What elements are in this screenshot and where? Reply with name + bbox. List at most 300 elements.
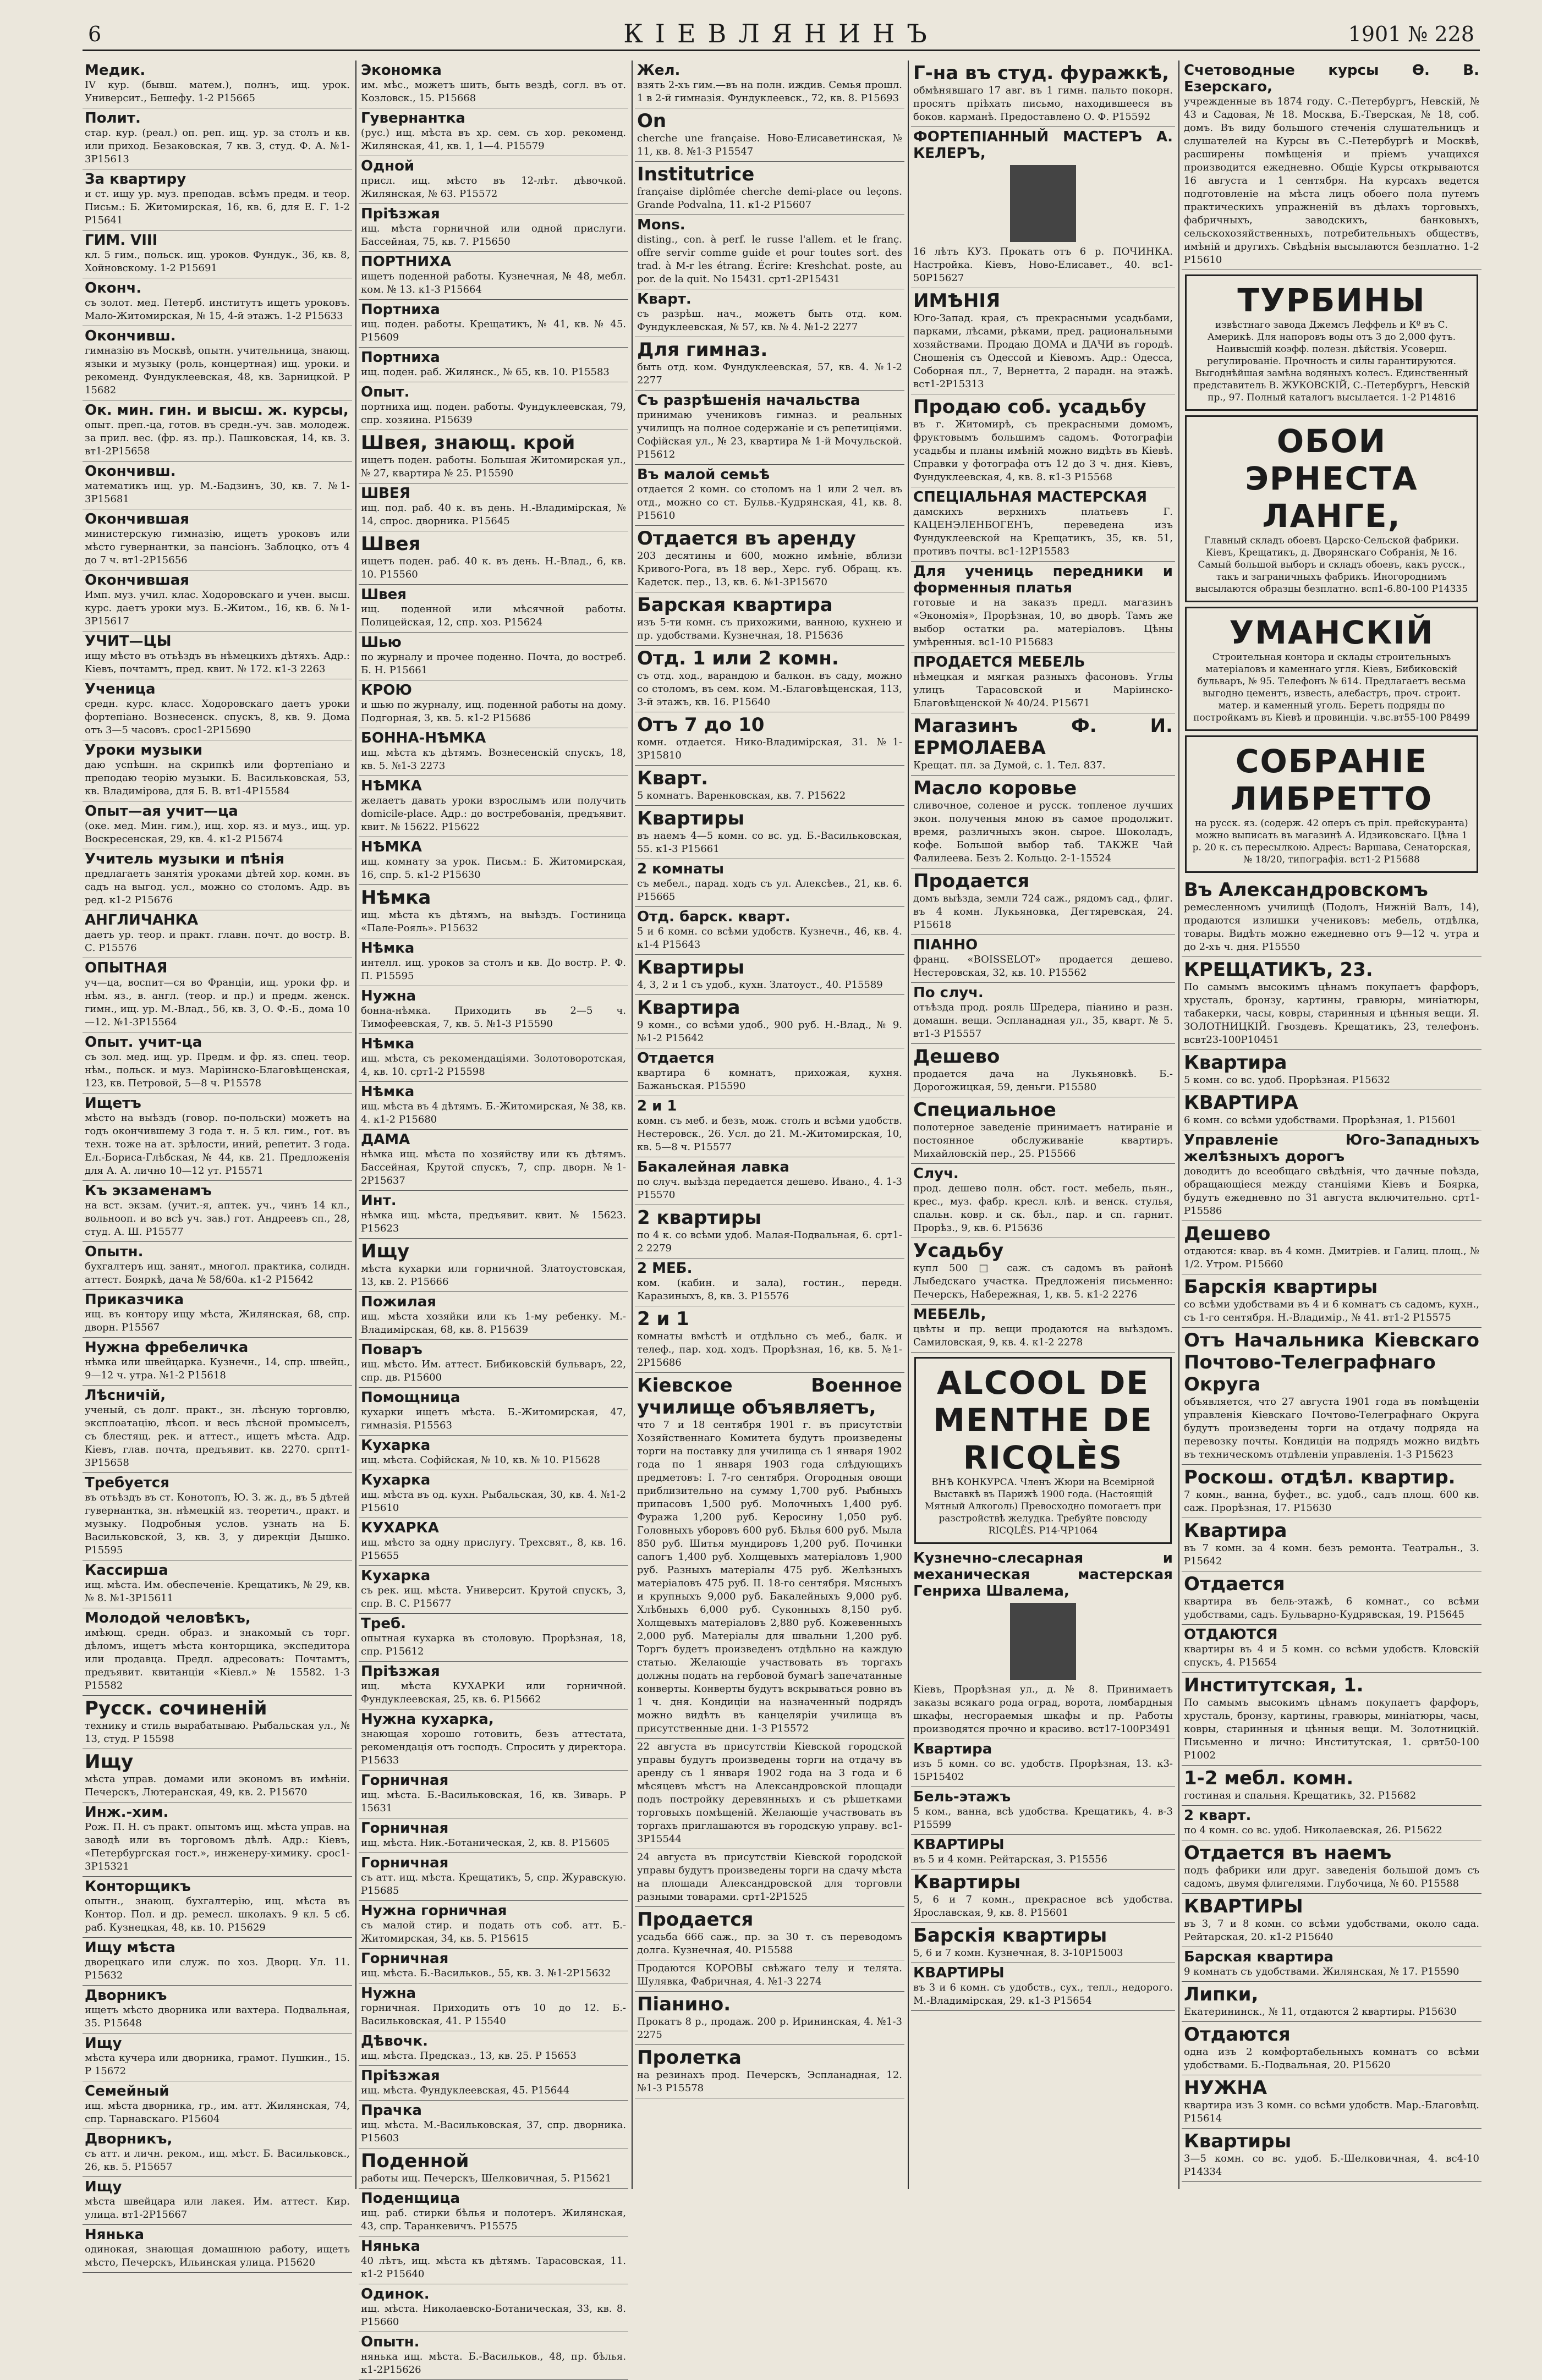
classified-ad [359,156,628,204]
ad-body-text: со всѣми удобствами въ 4 и 6 комнатъ съ садомъ, кухн., съ 1-го сентября. Н.-Владимір., № 41. вт1-2 Р15575 [1184,1299,1479,1323]
ad-headline: Поденной [361,2150,469,2172]
ad-headline: Пролетка [637,2047,742,2069]
classified-ad [83,278,352,326]
ad-body-text: дворецкаго или служ. по хоз. Дворц. Ул. 11. Р15632 [85,1956,350,1981]
ad-headline: Отдается въ наемъ [1184,1842,1392,1864]
ad-body-text: съ атт. и личн. реком., ищ. мѣст. Б. Васильковск., 26, кв. 5. Р15657 [85,2148,350,2173]
classified-ad [635,1739,904,1849]
ad-body-text: цвѣты и пр. вещи продаются на выѣздомъ. Самиловская, 9, кв. 4. к1-2 2278 [913,1323,1173,1348]
classified-ad [911,713,1175,776]
ad-body-text: 24 августа въ присутствіи Кіевской городской управы будутъ произведены торги на сдачу мѣста на площади Александровской для торговли разными товарами. срт1-2Р1525 [637,1851,902,1903]
ad-body-text: извѣстнаго завода Джемсъ Леффель и Кº въ С. Америкѣ. Для напоровъ воды отъ 3 до 2,000 футъ. Наивысшій коэфф. полезн. дѣйствія. Усоверш. регулированіе. Прочность и силы гарантируются. Выгоднѣйшая замѣна водяныхъ колесъ. Единственный представитель В. ЖУКОВСКІЙ, С.-Петербургъ, Невскій пр., 97. Полный каталогъ высылается. 1-2 Р14816 [1193,320,1470,403]
ad-body-text: ищ. поденной или мѣсячной работы. Полицейская, 12, спр. хоз. Р15624 [361,603,626,628]
ad-headline: Квартира [1184,1052,1287,1074]
classified-ad [359,2101,628,2148]
ad-headline: ОТДАЮТСЯ [1184,1626,1278,1643]
ad-body-text: ищ. раб. стирки бѣлья и полотеръ. Жилянская, 43, спр. Таранкевичъ. Р15575 [361,2207,626,2232]
classified-ad [359,430,628,483]
ad-headline: Поденщица [361,2190,460,2207]
ad-body-text: комн. съ меб. и безъ, мож. столъ и всѣми удобств. Нестеровск., 26. Усл. до 21. М.-Житомирская, 10, кв. 5—8 ч. Р15577 [637,1115,902,1153]
ad-headline: Нужна горничная [361,1903,507,1919]
classified-ad [359,1818,628,1853]
classified-ad [635,1306,904,1373]
display-advertisement [914,1357,1172,1544]
classified-ad [1182,2022,1481,2075]
ad-headline: НѢМКА [361,778,422,794]
ad-body-text: ищ. мѣста, съ рекомендаціями. Золотоворотская, 4, кв. 10. срт1-2 Р15598 [361,1053,626,1078]
ad-headline: Отдается въ аренду [637,527,856,549]
ad-body-text: сливочное, соленое и русск. топленое лучших экон. полученыя мною въ самое продолжит. время, различныхъ экон. сырое. Шоколадъ, кофе. Большой выбор таб. ТАКЖЕ Чай Фалилеева. Безъ 2. Кольцо. 2-1-15524 [913,800,1173,864]
classified-ad [359,1949,628,1983]
ad-headline: Конторщикъ [85,1878,191,1895]
ad-body-text: 9 комнатъ съ удобствами. Жилянская, № 17. Р15590 [1184,1966,1459,1977]
ad-headline: Піанино. [637,1993,731,2015]
ad-headline: ALCOOL DE MENTHE DE RICQLÈS [933,1364,1153,1476]
classified-ad [83,2177,352,2225]
engraving-illustration [1010,165,1076,242]
ad-body-text: ищ. мѣста. Николаевско-Ботаническая, 33, кв. 8. Р15660 [361,2303,626,2328]
column-divider [1178,61,1179,2189]
classified-ad [1182,1947,1481,1982]
ad-body-text: Главный складъ обоевъ Царско-Сельской фабрики. Кіевъ, Крещатикъ, д. Дворянскаго Собранія, № 16. Самый большой выборъ и складъ обоевъ, какъ русск., такъ и заграничныхъ фабрикъ. Иногороднимъ высылаются образцы безплатно. всп1-6.80-100 Р14335 [1195,535,1468,595]
classified-ad [359,300,628,348]
ad-body-text: работы ищ. Печерскъ, Шелковичная, 5. Р15621 [361,2173,612,2184]
ad-body-text: ищ. въ контору ищу мѣста, Жилянская, 68, спр. дворн. Р15567 [85,1309,350,1333]
column-3 [635,61,904,2189]
classified-ad [359,2031,628,2066]
ad-headline: Усадьбу [913,1240,1004,1262]
ad-headline: КРЕЩАТИКЪ, 23. [1184,959,1373,981]
ad-headline: Случ. [913,1166,959,1182]
ad-body-text: Имп. муз. учил. клас. Ходоровскаго и учен. высш. курс. даетъ уроки муз. Б.-Житом., 16, кв. 6. №1-3Р15617 [85,589,350,627]
ad-body-text: что 7 и 18 сентября 1901 г. въ присутствіи Хозяйственнаго Комитета будутъ произведены торги на поставку для училища съ 1 января 1902 года по 1 января 1903 года слѣдующихъ предметовъ: I. 7-го сентября. Огородныя овощи приблизительно на сумму 1,700 руб. Рыбныхъ припасовъ 1,500 руб. Молочныхъ 1,400 руб. Фуража 1,200 руб. Керосину 1,050 руб. Головныхъ уборовъ 600 руб. Бѣлья 600 руб. Мыла 850 руб. Шитья мундировъ 1,200 руб. Починки сапогъ 1,400 руб. Холщевыхъ матеріаловъ 1,900 руб. Разныхъ матеріалы 475 руб. Желѣзныхъ матеріаловъ 475 руб. II. 18-го сентября. Мясныхъ и крупныхъ 9,000 руб. Бакалейныхъ 9,000 руб. Хлѣбныхъ 6,000 руб. Суконныхъ 8,150 руб. Холщевыхъ матеріаловъ 2,880 руб. Кожевенныхъ 2,000 руб. Матеріалы для швальни 1,200 руб. Торгъ будетъ произведенъ отдѣльно на каждую статью. Желающіе участвовать въ торгахъ должны подать на гербовой бумагѣ запечатанные конверты. Конверты будутъ вскрываться ровно въ 1 ч. дня. Кондиціи на назначенный подрядъ можно видѣть въ канцеляріи училища въ присутственные дни. 1-3 Р15572 [637,1419,902,1734]
classified-ad [911,1870,1175,1923]
classified-ad [635,592,904,646]
ad-body-text: ищ. мѣста къ дѣтямъ, на выѣздъ. Гостиница «Пале-Рояль». Р15632 [361,909,626,934]
classified-ad [911,61,1175,127]
classified-ad [359,2066,628,2101]
ad-body-text: Рож. П. Н. съ практ. опытомъ ищ. мѣста управ. на заводѣ или въ торговомъ дѣлѣ. Адр.: Кіевъ, «Петербургская гост.», инженеру-химику. срос1-3Р15321 [85,1821,350,1872]
ad-headline: Шью [361,634,402,651]
classified-ad [359,1082,628,1130]
ad-headline: Требуется [85,1475,169,1491]
ad-headline: Для гимназ. [637,339,768,361]
classified-ad [911,652,1175,713]
ad-headline: Отдается [637,1050,715,1067]
classified-ad [359,61,628,108]
column-divider [632,61,633,2189]
ad-headline: Квартиры [637,807,745,829]
ad-body-text: бухгалтеръ ищ. занят., многол. практика, солидн. аттест. Бояркѣ, дача № 58/60а. к1-2 Р15642 [85,1261,350,1285]
ad-body-text: 5, 6 и 7 комн., прекрасное всѣ удобства. Ярославская, 9, кв. 8. Р15601 [913,1894,1173,1919]
ad-headline: СОБРАНІЕ ЛИБРЕТТО [1230,743,1433,817]
ad-headline: Семейный [85,2083,169,2099]
classified-ad [83,1386,352,1473]
ad-body-text: 203 десятины и 600, можно имѣніе, вблизи Кривого-Рога, въ 18 вер., Херс. губ. Обращ. къ. Кадетск. пер., 13, кв. 6. №1-3Р15670 [637,550,902,588]
ad-headline: Квартиры [637,957,745,979]
ad-headline: Треб. [361,1615,407,1632]
ad-headline: Къ экзаменамъ [85,1183,212,1199]
classified-ad [359,1853,628,1901]
ad-headline: 2 и 1 [637,1308,689,1330]
ad-headline: Барская квартира [1184,1949,1334,1965]
ad-headline: ОБОИ ЭРНЕСТА ЛАНГЕ, [1245,422,1418,535]
classified-ad [359,1983,628,2031]
ad-body-text: съ разрѣш. нач., можетъ быть отд. ком. Фундуклеевская, № 57, кв. № 4. №1-2 2277 [637,308,902,333]
classified-ad [911,935,1175,983]
classified-ad [1182,1840,1481,1894]
ad-headline: Окончивш. [85,463,176,480]
ad-body-text: cherche une française. Ново-Елисаветинская, № 11, кв. 8. №1-3 Р15547 [637,133,902,157]
ad-headline: Русск. сочиненій [85,1697,267,1719]
ad-body-text: предлагаетъ занятія уроками дѣтей хор. комн. въ садъ на выгод. усл., можно со столомъ. Адр. въ ред. к1-2 Р15676 [85,868,350,906]
ad-body-text: подъ фабрики или друг. заведенія большой домъ съ садомъ, двумя флигелями. Глубочица, № 60. Р15588 [1184,1865,1479,1889]
ad-body-text: одна изъ 2 комфортабельныхъ комнатъ со всѣми удобствами. Б.-Подвальная, 20. Р15620 [1184,2046,1479,2071]
ad-headline: Въ малой семьѣ [637,466,770,483]
ad-body-text: ком. (кабин. и зала), гостин., передн. Каразиныхъ, 8, кв. 3. Р15576 [637,1277,902,1302]
classified-ad [359,1566,628,1614]
classified-ad [83,400,352,461]
ad-headline: 1-2 мебл. комн. [1184,1767,1354,1789]
classified-ad [359,483,628,531]
classified-ad [911,1044,1175,1097]
ad-headline: Управленіе Юго-Западныхъ желѣзныхъ дорогъ [1184,1132,1479,1165]
ad-body-text: съ золот. мед. Петерб. институтъ ищетъ уроковъ. Мало-Житомирская, № 15, 4-й этажъ. 1-2 Р15633 [85,297,350,322]
ad-body-text: горничная. Приходить отъ 10 до 12. Б.-Васильковская, 41. Р 15540 [361,2002,626,2027]
ad-body-text: нѣмецкая и мягкая разныхъ фасоновъ. Углы улицъ Тарасовской и Маріинско-Благовѣщенской № 40/24. Р15671 [913,671,1173,709]
ad-body-text: по журналу и прочее поденно. Почта, до востреб. Б. Н. Р15661 [361,651,626,676]
ad-body-text: съ атт. ищ. мѣста. Крещатикъ, 5, спр. Журавскую. Р15685 [361,1872,626,1897]
ad-body-text: на вст. экзам. (учит.-я, аптек. уч., чинъ 14 кл., вольнооп. и во всѣ уч. зав.) гот. Андреевъ сп., 28, студ. А. Ш. Р15577 [85,1200,350,1238]
ad-headline: МЕБЕЛЬ, [913,1306,986,1323]
classified-ad [911,1963,1175,2011]
classified-ad [911,1238,1175,1305]
classified-ad [635,1048,904,1096]
ad-headline: ИМѢНІЯ [913,290,1001,312]
ad-headline: Липки, [1184,1983,1259,2005]
ad-headline: Нѣмка [361,940,415,957]
ad-body-text: быть отд. ком. Фундуклеевская, 57, кв. 4. №1-2 2277 [637,361,902,386]
classified-ad [359,1388,628,1436]
ad-body-text: ищ. мѣста. Предсказ., 13, кв. 25. Р 15653 [361,2050,577,2062]
ad-body-text: опытн., знающ. бухгалтерію, ищ. мѣста въ Контор. Пол. и др. ремесл. школахъ. 9 кл. 5 сб. раб. Кузнецкая, 48, кв. 10. Р15629 [85,1895,350,1933]
ad-body-text: им. мѣс., можетъ шить, быть вездѣ, согл. въ от. Козловск., 15. Р15668 [361,79,626,104]
column-1 [83,61,352,2268]
ad-body-text: По самымъ высокимъ цѣнамъ покупаетъ фарфоръ, хрусталь, бронзу, картины, гравюры, миніатюры, табакерки, часы, ковры, старинныя и цѣнныя вещи. Я. ЗОЛОТНИЦКІЙ. Гвоздевъ. Крещатикъ, 23, телефонъ. всвт23-100Р10451 [1184,981,1479,1046]
ad-headline: Специальное [913,1099,1056,1121]
ad-headline: 2 и 1 [637,1098,677,1114]
classified-ad [911,288,1175,394]
ad-headline: ПІАННО [913,937,978,953]
ad-body-text: мѣста швейцара или лакея. Им. аттест. Кир. улица. вт1-2Р15667 [85,2196,350,2220]
ad-headline: КРОЮ [361,682,412,699]
ad-body-text: ищу мѣсто въ отъѣздъ въ нѣмецкихъ дѣтяхъ. Адр.: Кіевъ, почтамтъ, пред. квит. № 172. к1-3 2263 [85,650,350,675]
classified-ad [1182,61,1481,270]
ad-headline: НУЖНА [1184,2077,1267,2099]
classified-ad [359,2236,628,2284]
classified-ad [83,1181,352,1242]
ad-headline: За квартиру [85,171,186,188]
ad-body-text: 4, 3, 2 и 1 съ удоб., кухн. Златоуст., 40. Р15589 [637,979,883,991]
classified-ad [635,995,904,1048]
classified-ad [635,2045,904,2098]
ad-body-text: интелл. ищ. уроков за столъ и кв. До востр. Р. Ф. П. Р15595 [361,957,626,982]
classified-ad [359,252,628,300]
ad-headline: Кварт. [637,767,709,789]
ad-body-text: опыт. преп.-ца, готов. въ средн.-уч. зав. молодеж. за прил. вес. (фр. яз. пр.). Пашковская, 14, кв. 3. вт1-2Р15658 [85,419,350,457]
classified-ad [1182,1518,1481,1571]
ad-headline: Прiѣзжая [361,1663,440,1680]
classified-ad [359,2284,628,2332]
ad-body-text: съ отд. ход., варандою и балкон. въ саду, можно со столомъ, въ сем. ком. М.-Благовѣщенская, 113, 3-й этажъ, кв. 16. Р15640 [637,670,902,708]
ad-body-text: портниха ищ. поден. работы. Фундуклеевская, 79, спр. хозяина. Р15639 [361,401,626,426]
ad-body-text: ищ. мѣста дворника, гр., им. атт. Жилянская, 74, спр. Тарнавскаго. Р15604 [85,2100,350,2125]
classified-ad [635,215,904,289]
classified-ad [911,1305,1175,1353]
classified-ad [83,461,352,509]
ad-headline: Счетоводные курсы Ѳ. В. Езерскаго, [1184,62,1479,95]
classified-ad [83,1877,352,1938]
ad-body-text: Строительная контора и склады строительныхъ матеріаловъ и каменнаго угля. Кіевъ, Бибиковскій бульваръ, № 95. Телефонъ № 614. Предлагаетъ весьма выгодно цементъ, известь, алебастръ, проч. строит. матер. и каменный уголь. Беретъ подряды по постройкамъ въ Кіевѣ и провинціи. ч.вс.вт55-100 Р8499 [1193,652,1470,723]
classified-ad [83,326,352,400]
classified-ad [635,712,904,766]
ad-body-text: на русск. яз. (содерж. 42 оперъ съ пріл. прейскуранта) можно выписать въ магазинѣ А. Идзиковскаго. Цѣна 1 р. 20 к. съ пересылкою. Адресъ: Варшава, Сенаторская, № 18/20, типографія. вст1-2 Р15688 [1192,818,1471,865]
ad-body-text: ищ. поден. работы. Крещатикъ, № 41, кв. № 45. Р15609 [361,318,626,343]
ad-headline: ДАМА [361,1131,410,1148]
ad-headline: Кварт. [637,291,692,307]
ad-headline: Лѣсничій, [85,1387,166,1404]
classified-ad [359,1518,628,1566]
classified-ad [911,127,1175,288]
ad-headline: Квартира [637,997,740,1019]
display-advertisement [1185,735,1478,873]
ad-headline: Молодой человѣкъ, [85,1610,251,1626]
ad-body-text: 9 комн., со всѣми удоб., 900 руб. Н.-Влад., № 9. №1-2 Р15642 [637,1019,902,1044]
ad-headline: УЧИТ—ЦЫ [85,633,172,650]
ad-headline: Ищу [85,2179,122,2195]
ad-body-text: доводитъ до всеобщаго свѣдѣнія, что дачные поѣзда, обращающіеся между станціями Кіевъ и Боярка, будутъ ежедневно по 31 августа включительно. срт1-Р15586 [1184,1166,1479,1217]
ad-headline: Квартиры [1184,2130,1292,2152]
ad-headline: Институтская, 1. [1184,1674,1364,1696]
ad-body-text: кухарки ищетъ мѣста. Б.-Житомирская, 47, гимназія. Р15563 [361,1406,626,1431]
classified-ad [1182,1806,1481,1840]
page-header [83,17,1480,51]
classified-ad [635,1258,904,1306]
classified-ad [911,869,1175,935]
ad-headline: Барскія квартиры [1184,1276,1378,1298]
ad-body-text: 3—5 комн. со вс. удоб. Б.-Шелковичная, 4. вс4-10 Р14334 [1184,2153,1479,2178]
ad-headline: Гувернантка [361,110,465,127]
classified-ad [83,1242,352,1290]
ad-headline: Кухарка [361,1437,431,1454]
ad-body-text: мѣсто на выѣздъ (говор. по-польски) можетъ на годъ окончившему 3 года т. н. 5 кл. гим., гот. въ техн. тоже на ат. зрѣлости, иний, репетит. 3 года. Ел.-Бориса-Глѣбская, № 44, кв. 21. Предложенія для А. А. лично 10—12 ут. Р15571 [85,1112,350,1177]
classified-ad [635,61,904,108]
ad-headline: Ищу мѣста [85,1939,175,1956]
ad-headline: Магазинъ Ф. И. ЕРМОЛАЕВА [913,715,1173,759]
ad-body-text: дамскихъ верхнихъ платьевъ Г. КАЦЕНЭЛЕНБОГЕНЪ, переведена изъ Фундуклеевской на Крещатикъ, 35, кв. 51, противъ почты. вс1-12Р15583 [913,506,1173,557]
ad-body-text: даю успѣшн. на скрипкѣ или фортепіано и преподаю теорію музыки. Б. Васильковская, 53, кв. Владимірова, для Б. В. вт1-4Р15584 [85,759,350,797]
classified-ad [635,1849,904,1907]
ad-body-text: принимаю учениковъ гимназ. и реальных училищъ на полное содержаніе и съ репетиціями. Софійская ул., № 23, квартира № 1-й Мочульской. Р15612 [637,409,902,460]
ad-headline: Квартиры [913,1871,1021,1893]
classified-ad [359,108,628,156]
ad-body-text: готовые и на заказъ предл. магазинъ «Экономія», Прорѣзная, 10, во дворѣ. Тамъ же выбор остатки ра. матеріаловъ. Цѣны умѣренныя. вс1-10 Р15683 [913,597,1173,648]
ad-body-text: (оке. мед. Мин. гим.), ищ. хор. яз. и муз., ищ. ур. Воскресенская, 29, кв. 4. к1-2 Р15674 [85,820,350,845]
classified-ad [83,1560,352,1608]
classified-ad [1182,1673,1481,1766]
classified-ad [359,938,628,986]
ad-body-text: одинокая, знающая домашнюю работу, ищетъ мѣсто, Печерскъ, Ильинская улица. Р15620 [85,2244,350,2268]
classified-ad [83,108,352,169]
ad-headline: ТУРБИНЫ [1237,282,1426,319]
classified-ad [359,382,628,430]
ad-body-text: ищ. мѣста. Б.-Васильковская, 16, кв. Зиварь. Р 15631 [361,1789,626,1814]
ad-body-text: ищ. комнату за урок. Письм.: Б. Житомирская, 16, спр. 5. к1-2 Р15630 [361,856,626,881]
classified-ad [359,1901,628,1949]
ad-headline: Продаю соб. усадьбу [913,396,1146,418]
ad-headline: Швея [361,533,421,555]
classified-ad [83,1938,352,1986]
ad-body-text: по случ. выѣзда передается дешево. Ивано., 4. 1-3 Р15570 [637,1176,902,1201]
ad-body-text: ищ. мѣста. Им. обеспеченіе. Крещатикъ, № 29, кв. № 8. №1-3Р15611 [85,1579,350,1604]
classified-ad [83,2129,352,2177]
classified-ad [911,487,1175,562]
ad-body-text: 40 лѣтъ, ищ. мѣста къ дѣтямъ. Тарасовская, 11. к1-2 Р15640 [361,2255,626,2280]
ad-body-text: въ г. Житомирѣ, съ прекрасными домомъ, фруктовымъ большимъ садомъ. Фотографіи усадьбы и планы имѣній можно видѣть въ Кіевѣ. Справки у фотографа отъ 12 до 3 ч. дня. Кіевъ, Фундуклеевская, 4, кв. 8. к1-3 Р15568 [913,419,1173,483]
ad-body-text: объявляется, что 27 августа 1901 года въ помѣщеніи управленія Кіевскаго Почтово-Телеграфнаго Округа будутъ произведены торги на отдачу подряда на перевозку почты. Кондиціи на подрядъ можно видѣть въ техническомъ отдѣленіи управленія. 1-3 Р15623 [1184,1396,1479,1460]
ad-body-text: ищ. мѣста хозяйки или къ 1-му ребенку. М.-Владимірская, 68, кв. 8. Р15639 [361,1311,626,1335]
classified-ad [635,1373,904,1739]
ad-body-text: нѣмка ищ. мѣста, предъявит. квит. № 15623. Р15623 [361,1210,626,1234]
ad-body-text: 5 комнатъ. Варенковская, кв. 7. Р15622 [637,790,846,801]
ad-headline: Нянька [85,2227,145,2243]
classified-ad [359,1191,628,1239]
classified-ad [359,776,628,837]
ad-body-text: квартира въ бель-этажѣ, 6 комнат., со всѣми удобствами, садъ. Бульварно-Кудрявская, 19. Р15645 [1184,1596,1479,1620]
display-advertisement [1185,607,1478,731]
ad-headline: ФОРТЕПІАННЫЙ МАСТЕРЪ А. КЕЛЕРЪ, [913,129,1173,162]
classified-ad [359,837,628,885]
classified-ad [83,740,352,801]
classified-ad [359,1034,628,1082]
ad-headline: Горничная [361,1772,449,1789]
classified-ad [359,2332,628,2380]
ad-body-text: взять 2-хъ гим.—въ на полн. иждив. Семья прошл. 1 в 2-й гимназія. Фундуклеевск., 72, кв. 8. Р15693 [637,79,902,104]
classified-ad [1182,1274,1481,1328]
ad-headline: КВАРТИРА [1184,1092,1298,1114]
ad-headline: СПЕЦІАЛЬНАЯ МАСТЕРСКАЯ [913,489,1147,505]
classified-ad [635,806,904,859]
ad-headline: КВАРТИРЫ [913,1837,1005,1853]
ad-body-text: ищ. мѣста. Ник.-Ботаническая, 2, кв. 8. Р15605 [361,1837,610,1849]
newspaper-title: КІЕВЛЯНИНЪ [623,19,939,48]
ad-body-text: съ рек. ищ. мѣста. Университ. Крутой спускъ, 3, спр. В. С. Р15677 [361,1585,626,1609]
ad-headline: Нужна кухарка, [361,1711,494,1728]
column-divider [908,61,909,2189]
classified-ad [1182,1625,1481,1673]
ad-headline: Прачка [361,2102,422,2119]
ad-body-text: домъ выѣзда, земли 724 саж., рядомъ сад., флиг. въ 4 комн. Лукьяновка, Дегтяревская, 24. Р15618 [913,893,1173,931]
classified-ad [83,509,352,570]
ad-headline: Барскія квартиры [913,1925,1107,1947]
ad-body-text: комн. отдается. Нико-Владимірская, 31. №1-3Р15810 [637,736,902,761]
ad-body-text: ремесленномъ училищѣ (Подолъ, Нижній Валъ, 14), продаются излишки учениковъ: мебель, отдѣлка, товары. Видѣть можно ежедневно отъ 9—12 ч. утра и до 2-хъ ч. дня. Р15550 [1184,902,1479,953]
ad-headline: НѢМКА [361,839,422,855]
classified-ad [1182,1894,1481,1947]
ad-headline: Квартира [1184,1520,1287,1542]
classified-ad [83,61,352,108]
ad-headline: Нужна фребеличка [85,1339,249,1356]
ad-body-text: средн. курс. класс. Ходоровскаго даетъ уроки фортепіано. Вознесенск. спускъ, 8, кв. 9. Дома отъ 3—5 часовъ. срос1-2Р15690 [85,698,350,736]
ad-headline: Портниха [361,301,440,318]
classified-ad [83,1749,352,1802]
classified-ad [359,585,628,633]
ad-headline: Съ разрѣшенія начальства [637,392,860,409]
ad-headline: Медик. [85,62,146,79]
classified-ad [359,1470,628,1518]
ad-body-text: ищ. мѣста. Фундуклеевская, 45. Р15644 [361,2085,570,2096]
column-2 [359,61,628,2376]
ad-body-text: Прокатъ 8 р., продаж. 200 р. Ирининская, 4. №1-3 2275 [637,2016,902,2041]
ad-headline: Опытн. [361,2334,420,2350]
ad-headline: ГИМ. VIII [85,232,158,249]
ad-body-text: отдаются: квар. въ 4 комн. Дмитріев. и Галиц. площ., № 1/2. Утром. Р15660 [1184,1245,1479,1270]
ad-headline: Прiѣзжая [361,2068,440,2084]
ad-body-text: присл. ищ. мѣсто въ 12-лѣт. дѣвочкой. Жилянская, № 63. Р15572 [361,175,626,200]
classified-ad [359,1130,628,1191]
ad-body-text: 5 ком., ванна, всѣ удобства. Крещатикъ, 4. в-3 Р15599 [913,1806,1173,1831]
ad-body-text: IV кур. (бывш. матем.), полнъ, ищ. урок. Университ., Бешефу. 1-2 Р15665 [85,79,350,104]
ad-body-text: опытная кухарка въ столовую. Прорѣзная, 18, спр. Р15612 [361,1633,626,1657]
ad-body-text: Екатерининск., № 11, отдаются 2 квартиры. Р15630 [1184,2006,1457,2018]
ad-body-text: Крещат. пл. за Думой, с. 1. Тел. 837. [913,760,1106,771]
ad-headline: Нѣмка [361,1036,415,1052]
classified-ad [359,1340,628,1388]
ad-body-text: 22 августа въ присутствіи Кіевской городской управы будутъ произведены торги на отдачу въ аренду съ 1 января 1902 года на 3 года и 6 мѣсяцевъ мѣстъ на Александровской площади подъ постройку деревянныхъ и съ рѣшетками торговыхъ помѣщеній. Желающіе участвовать въ торгахъ приглашаются въ городскую управу. вс1-3Р15544 [637,1741,902,1845]
classified-ad [359,2148,628,2189]
display-advertisement [1185,274,1478,411]
ad-body-text: 5 и 6 комн. со всѣми удобств. Кузнечн., 46, кв. 4. к1-4 Р15643 [637,926,902,950]
classified-ad [1182,1465,1481,1518]
ad-body-text: по 4 к. со всѣми удоб. Малая-Подвальная, 6. срт1-2 2279 [637,1229,902,1254]
classified-ad [635,646,904,712]
classified-ad [635,162,904,215]
classified-ad [359,986,628,1034]
display-advertisement [1185,415,1478,602]
ad-body-text: ищетъ поденной работы. Кузнечная, № 48, мебл. ком. № 13. к1-3 Р15664 [361,271,626,295]
classified-ad [911,1835,1175,1870]
ad-headline: 2 комнаты [637,861,724,877]
ad-body-text: учрежденные въ 1874 году. С.-Петербургъ, Невскій, № 43 и Садовая, № 18. Москва, Б.-Тверская, № 18, соб. домъ. Въ виду большого стеченія слушательницъ и слушателей на Курсы въ С.-Петербургѣ и Москвѣ, расширены помѣщенія и пріемъ учащихся производится ежедневно. Общіе Курсы открываются 16 августа и 1 сентября. На курсахъ ведется подготовленіе на мѣста лицъ обоего пола путемъ практическихъ упражненій въ дѣлахъ торговыхъ, фабричныхъ, заводскихъ, банковыхъ, сельскохозяйственныхъ, потребительныхъ обществъ, имѣній и другихъ. Свѣдѣнія высылаются безплатно. 1-2 Р15610 [1184,96,1479,266]
engraving-illustration [1010,1603,1076,1680]
ad-body-text: ученый, съ долг. практ., зн. лѣсную торговлю, эксплоатацію, лѣсоп. и весь лѣсной промыселъ, съ блестящ. рек. и аттест., ищетъ мѣста. Адр. Кіевъ, глав. почта, предъявит. кв. 2270. српт1-3Р15658 [85,1404,350,1469]
ad-body-text: нѣмка или швейцарка. Кузнечн., 14, спр. швейц., 9—12 ч. утра. №1-2 Р15618 [85,1356,350,1381]
column-5 [1182,61,1481,2189]
classified-ad [83,910,352,958]
ad-body-text: Юго-Запад. края, съ прекрасными усадьбами, парками, лѣсами, рѣками, пред. рациональными хозяйствами. Продаю ДОМА и ДАЧИ въ городѣ. Сношенія съ Одессой и Кіевомъ. Адр.: Одесса, Соборная пл., 7, Вернетта, 2 парадн. на этажѣ. вст1-2Р15313 [913,312,1173,390]
classified-ad [83,169,352,230]
ad-body-text: уч—ца, воспит—ся во Франціи, ищ. уроки фр. и нѣм. яз., в. англ. (теор. и пр.) и предм. женск. гимн., ищ. ур. М.-Влад., 56, кв. 3, О. Ф.-Б., дома 10—12. №1-3Р15564 [85,977,350,1028]
ad-headline: Ищу [85,1751,134,1773]
ad-headline: Дешево [913,1046,1000,1068]
classified-ad [83,1290,352,1338]
ad-headline: Швея [361,586,407,603]
ad-headline: Опыт. учит-ца [85,1034,202,1051]
classified-ad [635,1960,904,1992]
ad-headline: Ищу [85,2035,122,2052]
classified-ad [359,1292,628,1340]
issue-date: 1901 № 228 [1348,22,1474,46]
